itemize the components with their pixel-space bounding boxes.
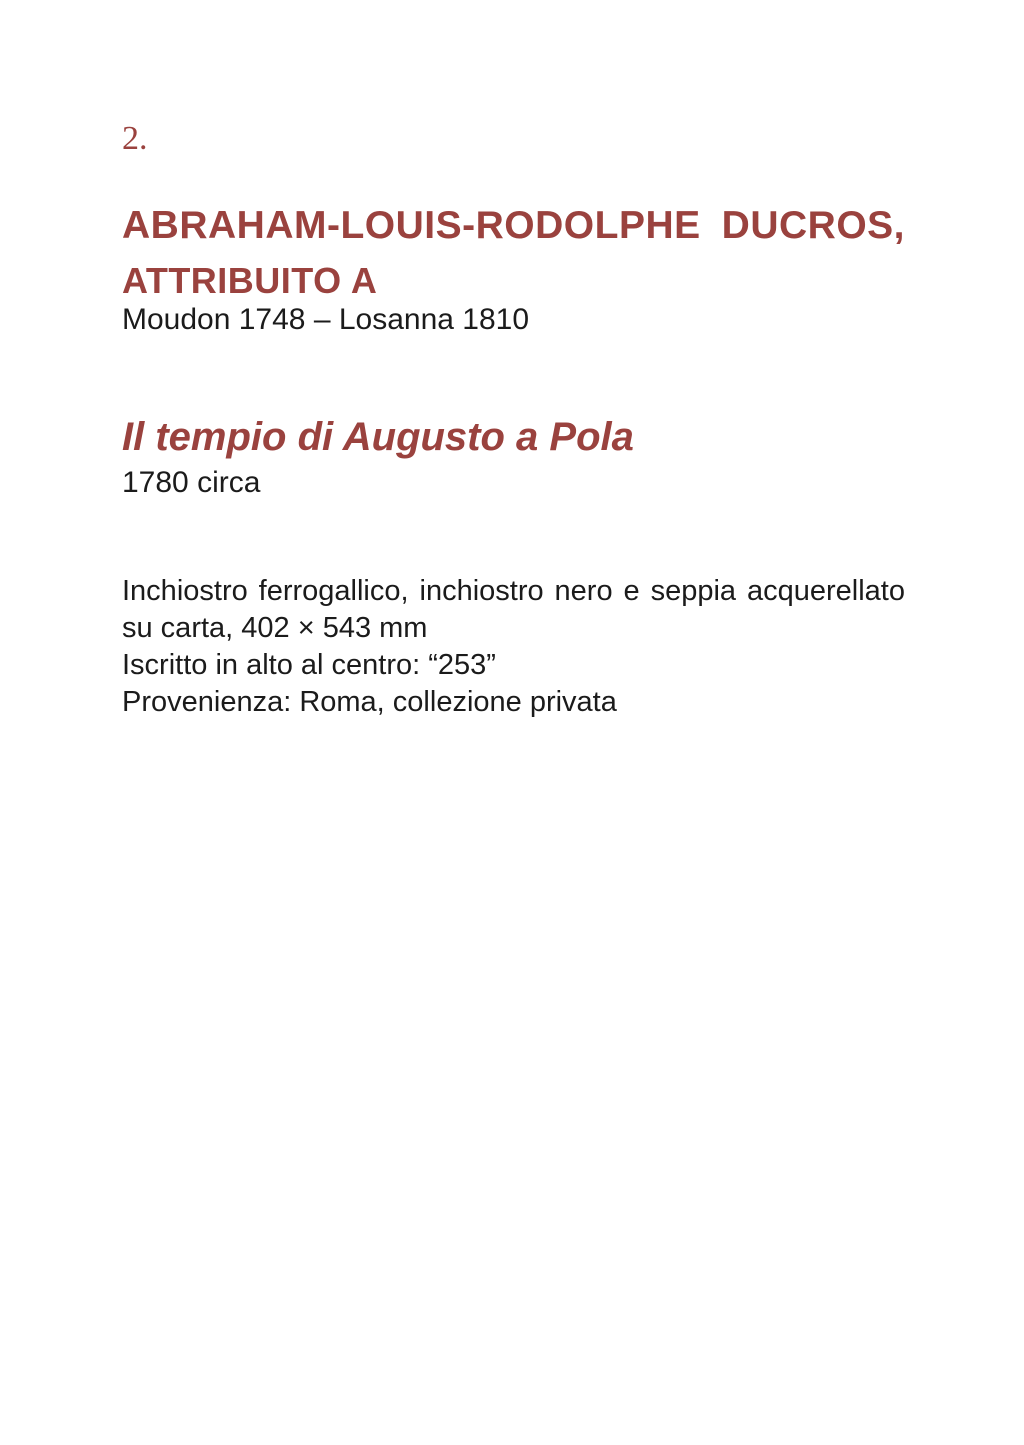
artist-name-heading: ABRAHAM-LOUIS-RODOLPHE DUCROS, — [122, 204, 905, 247]
artwork-title: Il tempio di Augusto a Pola — [122, 415, 634, 459]
medium-line-2: su carta, 402 × 543 mm — [122, 612, 428, 644]
medium-line-1: Inchiostro ferrogallico, inchiostro nero e seppia acquerellato — [122, 575, 905, 607]
artwork-details — [122, 573, 905, 721]
artwork-date: 1780 circa — [122, 466, 261, 499]
provenance-line: Provenienza: Roma, collezione privata — [122, 686, 617, 718]
inscription-line: Iscritto in alto al centro: “253” — [122, 649, 496, 681]
artist-life-dates: Moudon 1748 – Losanna 1810 — [122, 303, 530, 336]
entry-number: 2. — [122, 120, 148, 157]
attribution-heading: ATTRIBUITO A — [122, 260, 378, 301]
